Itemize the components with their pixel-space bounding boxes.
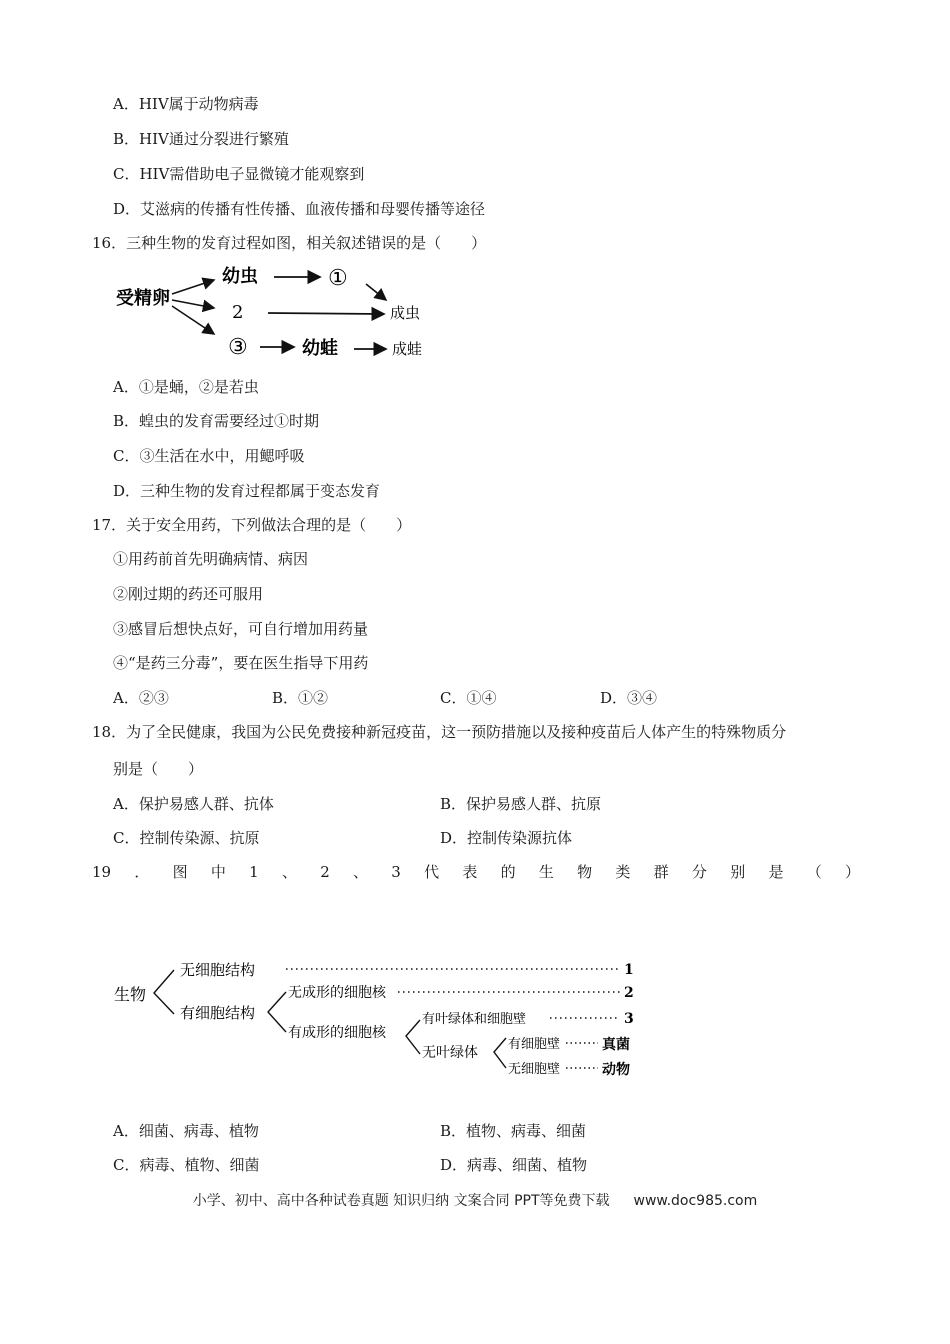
- q19-bracket-cell: [268, 992, 286, 1032]
- q19-node-fungi: 真菌: [602, 1037, 630, 1053]
- q17-stem: 17．关于安全用药，下列做法合理的是（ ）: [92, 516, 412, 534]
- q19-bracket-nucleus: [406, 1020, 420, 1054]
- q16-option-b: B．蝗虫的发育需要经过①时期: [113, 412, 320, 430]
- q17-option-d: D．③④: [600, 689, 658, 707]
- q16-arrow-2-to-adult: [268, 313, 384, 314]
- q16-node-adult-frog: 成蛙: [392, 340, 423, 358]
- q19-node-chloroplast-wall: 有叶绿体和细胞壁: [422, 1012, 527, 1027]
- q15-option-b: B．HIV通过分裂进行繁殖: [113, 130, 289, 148]
- q18-option-c: C．控制传染源、抗原: [113, 829, 260, 847]
- q19-node-1: 1: [624, 962, 634, 978]
- q15-option-d: D．艾滋病的传播有性传播、血液传播和母婴传播等途径: [113, 200, 486, 218]
- q16-option-d: D．三种生物的发育过程都属于变态发育: [113, 482, 381, 500]
- q16-option-c: C．③生活在水中，用鳃呼吸: [113, 447, 305, 465]
- q19-option-b: B．植物、病毒、细菌: [440, 1122, 587, 1140]
- q17-option-c: C．①④: [440, 689, 497, 707]
- q16-node-1: ①: [328, 266, 348, 291]
- q19-classification-diagram: [110, 950, 650, 1090]
- q18-stem-line2: 别是（ ）: [113, 760, 204, 778]
- q16-arrow-to-3: [172, 306, 214, 334]
- q19-stem: 19 ． 图 中 1 、 2 、 3 代 表 的 生 物 类 群 分 别 是 （ ）: [92, 863, 860, 881]
- q17-item-1: ①用药前首先明确病情、病因: [113, 550, 309, 568]
- q16-development-diagram: [110, 258, 440, 366]
- q18-stem-line1: 18．为了全民健康，我国为公民免费接种新冠疫苗，这一预防措施以及接种疫苗后人体产生的特殊物质分: [92, 723, 787, 741]
- q16-node-3: ③: [228, 335, 248, 360]
- footer-site-link[interactable]: www.doc985.com: [633, 1193, 758, 1209]
- q19-option-c: C．病毒、植物、细菌: [113, 1156, 260, 1174]
- q16-arrow-to-2: [172, 300, 214, 308]
- q16-node-tadpole: 幼蛙: [302, 338, 338, 359]
- q16-node-adult-insect: 成虫: [390, 304, 421, 322]
- q17-item-2: ②刚过期的药还可服用: [113, 585, 264, 603]
- q18-option-b: B．保护易感人群、抗原: [440, 795, 602, 813]
- q16-node-2: 2: [232, 302, 244, 323]
- q19-node-2: 2: [624, 985, 634, 1001]
- q16-stem: 16．三种生物的发育过程如图，相关叙述错误的是（ ）: [92, 234, 487, 252]
- q16-node-fertilized-egg: 受精卵: [116, 288, 170, 309]
- q17-option-a: A．②③: [113, 689, 169, 707]
- q16-arrow-1-to-adult: [366, 284, 386, 300]
- q19-node-has-nucleus: 有成形的细胞核: [288, 1025, 386, 1041]
- q19-node-3: 3: [624, 1011, 634, 1027]
- q19-node-no-chloroplast: 无叶绿体: [422, 1045, 478, 1061]
- q17-option-b: B．①②: [272, 689, 329, 707]
- q18-option-d: D．控制传染源抗体: [440, 829, 573, 847]
- q15-option-a: A．HIV属于动物病毒: [113, 95, 259, 113]
- q15-option-c: C．HIV需借助电子显微镜才能观察到: [113, 165, 365, 183]
- q19-node-no-cell: 无细胞结构: [180, 961, 256, 979]
- q19-option-a: A．细菌、病毒、植物: [113, 1122, 259, 1140]
- q19-node-has-cell: 有细胞结构: [180, 1004, 256, 1022]
- q17-item-3: ③感冒后想快点好，可自行增加用药量: [113, 620, 369, 638]
- q19-node-animal: 动物: [602, 1062, 630, 1078]
- q19-bracket-root: [154, 970, 174, 1014]
- q19-node-no-nucleus: 无成形的细胞核: [288, 985, 386, 1001]
- footer-text: 小学、初中、高中各种试卷真题 知识归纳 文案合同 PPT等免费下载: [192, 1193, 610, 1209]
- q16-node-larva: 幼虫: [222, 266, 258, 287]
- q16-option-a: A．①是蛹，②是若虫: [113, 378, 259, 396]
- q19-node-no-wall: 无细胞壁: [508, 1062, 561, 1077]
- q16-arrow-to-larva: [172, 280, 214, 294]
- q18-option-a: A．保护易感人群、抗体: [113, 795, 274, 813]
- q19-node-has-wall: 有细胞壁: [508, 1037, 561, 1052]
- q17-item-4: ④“是药三分毒”，要在医生指导下用药: [113, 654, 369, 672]
- q19-node-organism: 生物: [114, 985, 147, 1004]
- q19-bracket-chloroplast: [494, 1038, 506, 1068]
- page-footer: [0, 1190, 950, 1210]
- q19-option-d: D．病毒、细菌、植物: [440, 1156, 588, 1174]
